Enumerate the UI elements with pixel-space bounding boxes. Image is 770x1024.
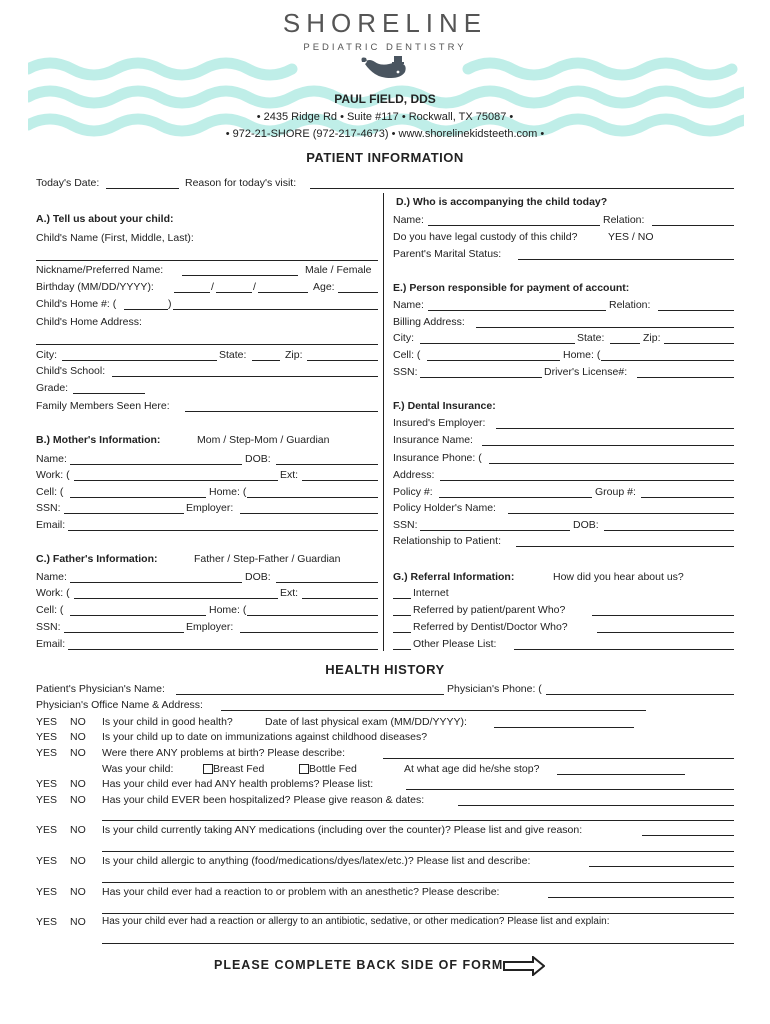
q4-text: Has your child ever had ANY health problems? Please list: [102, 778, 374, 790]
q2-text: Is your child up to date on immunizations against childhood diseases? [102, 731, 428, 743]
referral-patient-check[interactable] [393, 615, 411, 616]
q8-no[interactable]: NO [70, 886, 86, 898]
marital-field[interactable] [518, 259, 734, 260]
section-f-title: F.) Dental Insurance: [393, 400, 496, 412]
father-employer-label: Employer: [186, 621, 234, 633]
mother-email-field[interactable] [68, 530, 378, 531]
referral-question: How did you hear about us? [553, 571, 684, 583]
insured-employer-field[interactable] [496, 428, 734, 429]
home-phone-label: Child's Home #: ( [36, 298, 117, 310]
mother-dob-field[interactable] [276, 464, 378, 465]
insured-employer-label: Insured's Employer: [393, 417, 486, 429]
birthday-month-field[interactable] [174, 292, 210, 293]
insurance-name-label: Insurance Name: [393, 434, 473, 446]
father-ssn-label: SSN: [36, 621, 61, 633]
holder-field[interactable] [508, 513, 734, 514]
father-name-label: Name: [36, 571, 67, 583]
relationship-field[interactable] [516, 546, 734, 547]
home-phone-paren: ) [168, 298, 172, 310]
mother-home-field[interactable] [247, 497, 378, 498]
reason-field[interactable] [310, 188, 734, 189]
state-label: State: [219, 349, 247, 361]
referral-doctor-field[interactable] [597, 632, 734, 633]
mother-ext-field[interactable] [302, 480, 378, 481]
father-ext-label: Ext: [280, 587, 299, 599]
holder-label: Policy Holder's Name: [393, 502, 496, 514]
referral-other-check[interactable] [393, 649, 411, 650]
referral-internet-check[interactable] [393, 598, 411, 599]
insurance-phone-label: Insurance Phone: ( [393, 452, 482, 464]
q3-no[interactable]: NO [70, 747, 86, 759]
school-field[interactable] [112, 376, 378, 377]
state-field[interactable] [252, 360, 280, 361]
payer-home-field[interactable] [601, 360, 734, 361]
clinic-address: • 2435 Ridge Rd • Suite #117 • Rockwall, TX 75087 • [256, 111, 514, 123]
father-dob-label: DOB: [245, 571, 271, 583]
family-field[interactable] [185, 411, 378, 412]
mother-employer-field[interactable] [240, 513, 378, 514]
q6-yes[interactable]: YES [36, 824, 58, 836]
q7-text: Is your child allergic to anything (food/medications/dyes/latex/etc.)? Please list and describe: [102, 855, 531, 867]
physician-field[interactable] [176, 694, 444, 695]
mother-cell-field[interactable] [70, 497, 206, 498]
father-name-field[interactable] [70, 582, 242, 583]
section-e-title: E.) Person responsible for payment of account: [393, 282, 630, 294]
relationship-label: Relationship to Patient: [393, 535, 501, 547]
breast-fed-option: Breast Fed [213, 763, 265, 775]
q9-yes[interactable]: YES [36, 916, 58, 928]
payer-home-label: Home: ( [563, 349, 601, 361]
q3-text: Were there ANY problems at birth? Please describe: [102, 747, 345, 759]
todays-date-field[interactable] [106, 188, 179, 189]
q6-no[interactable]: NO [70, 824, 86, 836]
q5-field[interactable] [458, 805, 734, 806]
home-address-label: Child's Home Address: [36, 316, 142, 328]
q8-field[interactable] [548, 897, 734, 898]
fed-label: Was your child: [102, 763, 174, 775]
q7-yes[interactable]: YES [36, 855, 58, 867]
payer-cell-field[interactable] [427, 360, 560, 361]
section-g-title: G.) Referral Information: [393, 571, 515, 583]
clinic-contact: • 972-21-SHORE (972-217-4673) • www.shorelinekidsteeth.com • [225, 128, 545, 140]
mother-ssn-label: SSN: [36, 502, 61, 514]
holder-ssn-label: SSN: [393, 519, 418, 531]
accompany-name-label: Name: [393, 214, 424, 226]
father-cell-field[interactable] [70, 615, 206, 616]
stop-age-label: At what age did he/she stop? [404, 763, 540, 775]
mother-cell-label: Cell: ( [36, 486, 64, 498]
q1-yes[interactable]: YES [36, 716, 58, 728]
nickname-label: Nickname/Preferred Name: [36, 264, 164, 276]
holder-dob-field[interactable] [604, 530, 734, 531]
insurance-address-field[interactable] [440, 480, 734, 481]
group-label: Group #: [595, 486, 636, 498]
child-name-label: Child's Name (First, Middle, Last): [36, 232, 194, 244]
insurance-address-label: Address: [393, 469, 435, 481]
mother-work-label: Work: ( [36, 469, 70, 481]
home-phone-field[interactable] [173, 309, 378, 310]
brand-subtitle: PEDIATRIC DENTISTRY [303, 42, 467, 53]
license-field[interactable] [637, 377, 734, 378]
section-d-title: D.) Who is accompanying the child today? [396, 196, 608, 208]
q7-field-2[interactable] [102, 882, 734, 883]
mother-ssn-field[interactable] [64, 513, 184, 514]
referral-other-field[interactable] [514, 649, 734, 650]
custody-question: Do you have legal custody of this child? [393, 231, 578, 243]
q1b-text: Date of last physical exam (MM/DD/YYYY): [265, 716, 467, 728]
payer-cell-label: Cell: ( [393, 349, 421, 361]
referral-internet: Internet [413, 587, 449, 599]
father-home-label: Home: ( [209, 604, 247, 616]
payer-zip-field[interactable] [664, 343, 734, 344]
school-label: Child's School: [36, 365, 106, 377]
q8-text: Has your child ever had a reaction to or problem with an anesthetic? Please describe: [102, 886, 500, 898]
q3-field[interactable] [383, 758, 734, 759]
office-field[interactable] [221, 710, 646, 711]
mother-name-label: Name: [36, 453, 67, 465]
payer-zip-label: Zip: [643, 332, 661, 344]
referral-doctor-check[interactable] [393, 632, 411, 633]
checkbox-icon[interactable] [299, 764, 309, 774]
father-email-field[interactable] [68, 649, 378, 650]
q9-field[interactable] [102, 943, 734, 944]
q5-no[interactable]: NO [70, 794, 86, 806]
custody-options[interactable]: YES / NO [608, 231, 654, 243]
payer-ssn-field[interactable] [420, 377, 542, 378]
home-phone-area-field[interactable] [124, 309, 168, 310]
father-cell-label: Cell: ( [36, 604, 64, 616]
grade-field[interactable] [73, 393, 145, 394]
home-address-field[interactable] [36, 344, 378, 345]
section-b-title: B.) Mother's Information: [36, 434, 161, 446]
father-work-field[interactable] [74, 598, 278, 599]
referral-other: Other Please List: [413, 638, 497, 650]
q1-no[interactable]: NO [70, 716, 86, 728]
mother-home-label: Home: ( [209, 486, 247, 498]
stop-age-field[interactable] [557, 774, 685, 775]
insurance-phone-field[interactable] [489, 463, 734, 464]
accompany-name-field[interactable] [428, 225, 600, 226]
q6-field[interactable] [642, 835, 734, 836]
q5-field-2[interactable] [102, 820, 734, 821]
health-history-title: HEALTH HISTORY [325, 662, 445, 677]
billing-field[interactable] [476, 327, 734, 328]
physician-label: Patient's Physician's Name: [36, 683, 165, 695]
mother-email-label: Email: [36, 519, 66, 531]
referral-patient-field[interactable] [592, 615, 734, 616]
payer-relation-field[interactable] [658, 310, 734, 311]
q8-field-2[interactable] [102, 913, 734, 914]
arrow-right-icon [503, 956, 545, 976]
payer-city-label: City: [393, 332, 414, 344]
birthday-slash: / [211, 281, 214, 293]
physician-phone-field[interactable] [546, 694, 734, 695]
father-dob-field[interactable] [276, 582, 378, 583]
gender-options[interactable]: Male / Female [305, 264, 372, 276]
column-divider [383, 193, 384, 651]
q6-field-2[interactable] [102, 851, 734, 852]
birthday-label: Birthday (MM/DD/YYYY): [36, 281, 154, 293]
payer-name-label: Name: [393, 299, 424, 311]
birthday-year-field[interactable] [258, 292, 308, 293]
doctor-name: PAUL FIELD, DDS [334, 92, 436, 106]
holder-dob-label: DOB: [573, 519, 599, 531]
zip-label: Zip: [285, 349, 303, 361]
insurance-name-field[interactable] [482, 445, 734, 446]
father-email-label: Email: [36, 638, 66, 650]
referral-doctor: Referred by Dentist/Doctor Who? [413, 621, 568, 633]
mother-dob-label: DOB: [245, 453, 271, 465]
accompany-relation-field[interactable] [652, 225, 734, 226]
referral-patient: Referred by patient/parent Who? [413, 604, 566, 616]
checkbox-icon[interactable] [203, 764, 213, 774]
q4-field[interactable] [406, 789, 734, 790]
policy-label: Policy #: [393, 486, 433, 498]
patient-info-title: PATIENT INFORMATION [306, 150, 464, 165]
q9-no[interactable]: NO [70, 916, 86, 928]
billing-label: Billing Address: [393, 316, 465, 328]
zip-field[interactable] [307, 360, 378, 361]
payer-city-field[interactable] [420, 343, 575, 344]
q2-no[interactable]: NO [70, 731, 86, 743]
nickname-field[interactable] [182, 275, 298, 276]
license-label: Driver's License#: [544, 366, 628, 378]
mother-employer-label: Employer: [186, 502, 234, 514]
mother-ext-label: Ext: [280, 469, 299, 481]
marital-label: Parent's Marital Status: [393, 248, 502, 260]
q5-text: Has your child EVER been hospitalized? Please give reason & dates: [102, 794, 425, 806]
group-field[interactable] [641, 497, 734, 498]
policy-field[interactable] [439, 497, 592, 498]
age-label: Age: [313, 281, 335, 293]
q5-yes[interactable]: YES [36, 794, 58, 806]
father-work-label: Work: ( [36, 587, 70, 599]
father-home-field[interactable] [247, 615, 378, 616]
q3-yes[interactable]: YES [36, 747, 58, 759]
q8-yes[interactable]: YES [36, 886, 58, 898]
family-label: Family Members Seen Here: [36, 400, 170, 412]
q4-yes[interactable]: YES [36, 778, 58, 790]
q7-field[interactable] [589, 866, 734, 867]
physical-exam-date-field[interactable] [494, 727, 634, 728]
mother-work-field[interactable] [74, 480, 278, 481]
section-c-title: C.) Father's Information: [36, 553, 158, 565]
father-ssn-field[interactable] [64, 632, 184, 633]
accompany-relation-label: Relation: [603, 214, 645, 226]
father-options[interactable]: Father / Step-Father / Guardian [194, 553, 341, 565]
father-ext-field[interactable] [302, 598, 378, 599]
mother-name-field[interactable] [70, 464, 242, 465]
section-a-title: A.) Tell us about your child: [36, 213, 174, 225]
physician-phone-label: Physician's Phone: ( [447, 683, 542, 695]
birthday-slash: / [253, 281, 256, 293]
bottle-fed-option: Bottle Fed [309, 763, 357, 775]
q2-yes[interactable]: YES [36, 731, 58, 743]
q1-text: Is your child in good health? [102, 716, 233, 728]
mother-options[interactable]: Mom / Step-Mom / Guardian [197, 434, 330, 446]
payer-state-field[interactable] [610, 343, 640, 344]
back-side-notice: PLEASE COMPLETE BACK SIDE OF FORM [214, 958, 504, 972]
q6-text: Is your child currently taking ANY medications (including over the counter)? Please list and give reason: [102, 824, 583, 836]
age-field[interactable] [338, 292, 378, 293]
q7-no[interactable]: NO [70, 855, 86, 867]
grade-label: Grade: [36, 382, 69, 394]
payer-name-field[interactable] [428, 310, 606, 311]
q9-text: Has your child ever had a reaction or allergy to an antibiotic, sedative, or other medication? Please list and explain: [102, 916, 610, 927]
payer-state-label: State: [577, 332, 605, 344]
office-label: Physician's Office Name & Address: [36, 699, 203, 711]
holder-ssn-field[interactable] [420, 530, 570, 531]
payer-relation-label: Relation: [609, 299, 651, 311]
city-field[interactable] [62, 360, 217, 361]
child-name-field[interactable] [36, 260, 378, 261]
payer-ssn-label: SSN: [393, 366, 418, 378]
city-label: City: [36, 349, 57, 361]
q4-no[interactable]: NO [70, 778, 86, 790]
reason-label: Reason for today's visit: [185, 177, 297, 189]
birthday-day-field[interactable] [216, 292, 252, 293]
brand-title: SHORELINE [282, 8, 488, 38]
todays-date-label: Today's Date: [36, 177, 100, 189]
whale-logo-icon [358, 54, 410, 88]
father-employer-field[interactable] [240, 632, 378, 633]
